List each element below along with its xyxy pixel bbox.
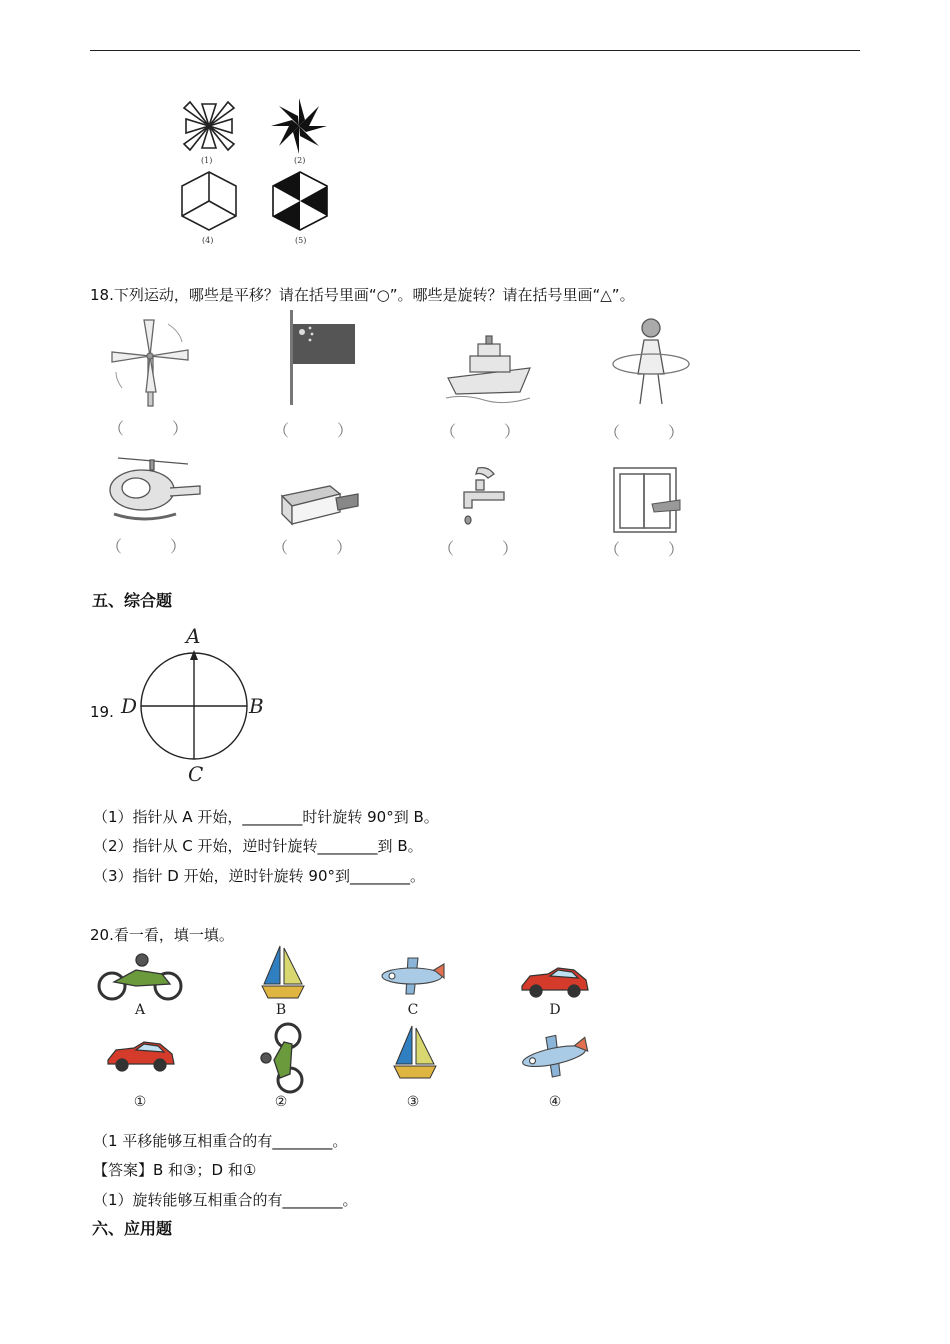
shape-5-icon bbox=[271, 170, 329, 232]
q18-question: 18.下列运动，哪些是平移？请在括号里画“○”。哪些是旋转？请在括号里画“△”。 bbox=[90, 286, 635, 304]
sailboat-copy-icon bbox=[392, 1024, 438, 1080]
q18-paren-1: （ ） bbox=[108, 419, 189, 438]
windmill-icon bbox=[108, 318, 192, 408]
helicopter-icon bbox=[104, 450, 204, 526]
q20-label-B: B bbox=[275, 1002, 287, 1018]
q19-sub3: （3）指针 D 开始，逆时针旋转 90°到________。 bbox=[93, 867, 425, 885]
dial-label-top: A bbox=[186, 624, 201, 648]
shape-2-caption: (2) bbox=[294, 156, 306, 165]
car-rotated-icon bbox=[106, 1038, 176, 1074]
shape-1-icon bbox=[182, 100, 236, 152]
ship-icon bbox=[444, 334, 534, 404]
q20-label-3: ③ bbox=[406, 1094, 420, 1110]
motorcycle-rotated-icon bbox=[258, 1022, 308, 1094]
q19-sub2: （2）指针从 C 开始，逆时针旋转________到 B。 bbox=[93, 837, 423, 855]
q20-label-2: ② bbox=[274, 1094, 288, 1110]
q20-label-4: ④ bbox=[548, 1094, 562, 1110]
q18-paren-8: （ ） bbox=[604, 540, 685, 559]
shape-4-icon bbox=[180, 170, 238, 232]
airplane-rotated-icon bbox=[520, 1034, 590, 1078]
clock-dial-diagram bbox=[138, 644, 252, 774]
q20-label-D: D bbox=[549, 1002, 561, 1018]
car-icon bbox=[520, 964, 590, 1000]
q20-answer: 【答案】B 和③；D 和① bbox=[93, 1161, 257, 1179]
q20-sub2: （1）旋转能够互相重合的有________。 bbox=[93, 1191, 358, 1209]
q20-label-1: ① bbox=[133, 1094, 147, 1110]
pushed-box-icon bbox=[280, 484, 360, 526]
q18-paren-2: （ ） bbox=[273, 421, 354, 440]
q19-sub1: （1）指针从 A 开始，________时针旋转 90°到 B。 bbox=[93, 808, 439, 826]
airplane-icon bbox=[380, 956, 446, 996]
q20-sub1: （1 平移能够互相重合的有________。 bbox=[93, 1132, 348, 1150]
dial-label-right: B bbox=[249, 694, 264, 718]
flag-icon bbox=[288, 310, 360, 406]
section-6-title: 六、应用题 bbox=[92, 1219, 173, 1238]
q18-paren-7: （ ） bbox=[438, 539, 519, 558]
dial-label-bottom: C bbox=[188, 762, 204, 786]
shape-1-caption: (1) bbox=[201, 156, 213, 165]
shape-4-caption: (4) bbox=[202, 236, 214, 245]
q18-paren-6: （ ） bbox=[272, 538, 353, 557]
sliding-window-icon bbox=[612, 466, 682, 534]
sailboat-icon bbox=[260, 944, 306, 1000]
motorcycle-icon bbox=[96, 952, 186, 1002]
section-5-title: 五、综合题 bbox=[92, 591, 173, 610]
q20-label-A: A bbox=[134, 1002, 146, 1018]
shape-5-caption: (5) bbox=[295, 236, 307, 245]
q18-paren-4: （ ） bbox=[604, 423, 685, 442]
shape-2-icon bbox=[270, 98, 328, 154]
q18-paren-5: （ ） bbox=[106, 537, 187, 556]
q18-paren-3: （ ） bbox=[440, 422, 521, 441]
faucet-icon bbox=[458, 466, 508, 530]
q20-question: 20.看一看，填一填。 bbox=[90, 926, 234, 944]
hula-hoop-girl-icon bbox=[606, 314, 696, 410]
q19-number: 19. bbox=[90, 703, 114, 721]
header-rule bbox=[90, 50, 860, 51]
dial-label-left: D bbox=[121, 694, 138, 718]
q20-label-C: C bbox=[407, 1002, 419, 1018]
